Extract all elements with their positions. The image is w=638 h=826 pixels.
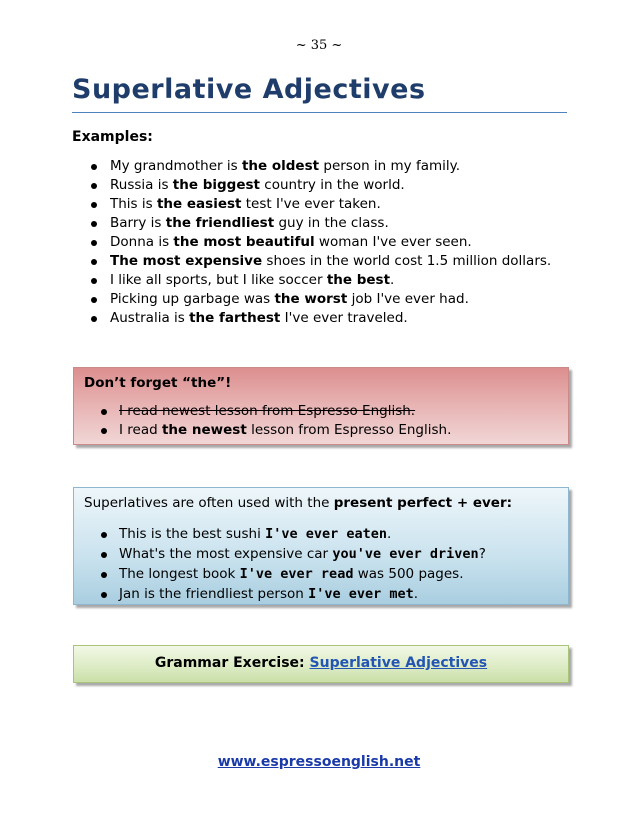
footer xyxy=(0,754,638,770)
wrong-example: I read newest lesson from Espresso English. xyxy=(119,403,416,419)
bullet-icon xyxy=(101,428,107,434)
list-item: This is the best sushi I've ever eaten. xyxy=(84,524,486,544)
list-item: Donna is the most beautiful woman I've ever seen. xyxy=(72,233,551,252)
list-item: I like all sports, but I like soccer the best. xyxy=(72,271,551,290)
list-item: The most expensive shoes in the world cost 1.5 million dollars. xyxy=(72,252,551,271)
bullet-icon xyxy=(91,183,97,189)
bullet-icon xyxy=(91,297,97,303)
bullet-icon xyxy=(91,259,97,265)
present-perfect-list xyxy=(84,524,486,604)
list-item: Barry is the friendliest guy in the class. xyxy=(72,214,551,233)
present-perfect-box xyxy=(73,487,569,605)
bullet-icon xyxy=(91,278,97,284)
list-item: What's the most expensive car you've ever driven? xyxy=(84,544,486,564)
exercise-box xyxy=(73,645,569,683)
bullet-icon xyxy=(101,572,107,578)
bullet-icon xyxy=(91,240,97,246)
present-perfect-heading: Superlatives are often used with the present perfect + ever: xyxy=(84,495,512,511)
page-title: Superlative Adjectives xyxy=(72,74,426,105)
list-item: Jan is the friendliest person I've ever met. xyxy=(84,584,486,604)
list-item: This is the easiest test I've ever taken. xyxy=(72,195,551,214)
bullet-icon xyxy=(91,202,97,208)
reminder-list xyxy=(84,402,451,440)
title-rule xyxy=(72,112,567,113)
bullet-icon xyxy=(91,316,97,322)
list-item: The longest book I've ever read was 500 pages. xyxy=(84,564,486,584)
list-item: My grandmother is the oldest person in my family. xyxy=(72,157,551,176)
reminder-heading: Don’t forget “the”! xyxy=(84,375,232,391)
list-item: Australia is the farthest I've ever traveled. xyxy=(72,309,551,328)
bullet-icon xyxy=(101,552,107,558)
bullet-icon xyxy=(101,532,107,538)
list-item: Russia is the biggest country in the world. xyxy=(72,176,551,195)
page-number: ~ 35 ~ xyxy=(295,38,343,53)
examples-label: Examples: xyxy=(72,129,153,145)
bullet-icon xyxy=(91,221,97,227)
list-item: I read the newest lesson from Espresso English. xyxy=(84,421,451,440)
exercise-line: Grammar Exercise: Superlative Adjectives xyxy=(154,655,488,671)
exercise-link[interactable]: Superlative Adjectives xyxy=(309,655,488,671)
reminder-box xyxy=(73,367,569,445)
list-item xyxy=(84,402,451,421)
bullet-icon xyxy=(91,164,97,170)
list-item: Picking up garbage was the worst job I've ever had. xyxy=(72,290,551,309)
examples-list xyxy=(72,157,551,328)
footer-link[interactable]: www.espressoenglish.net xyxy=(217,754,421,770)
bullet-icon xyxy=(101,592,107,598)
bullet-icon xyxy=(101,409,107,415)
